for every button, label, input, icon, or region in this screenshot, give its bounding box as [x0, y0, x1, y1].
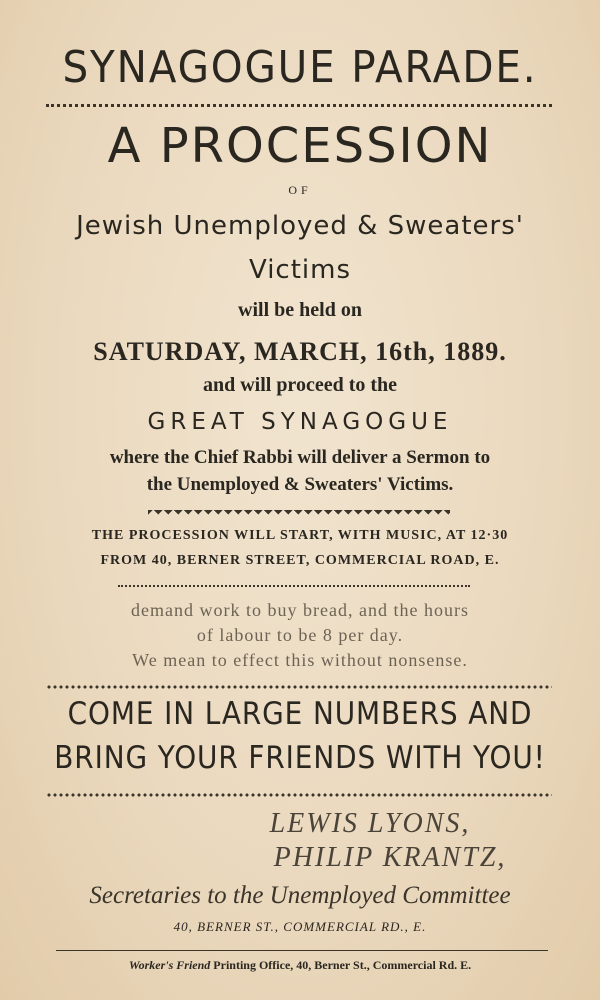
- who-text: Jewish Unemployed & Sweaters': [76, 211, 524, 241]
- destination-text: GREAT SYNAGOGUE: [147, 409, 453, 435]
- of-text: OF: [288, 183, 312, 197]
- come-line-1: COME IN LARGE NUMBERS AND: [67, 696, 533, 732]
- signer-krantz: PHILIP KRANTZ,: [273, 842, 507, 873]
- address-text: 40, BERNER ST., COMMERCIAL RD., E.: [173, 919, 427, 934]
- printer-rest: Printing Office, 40, Berner St., Commercial Rd. E.: [213, 958, 472, 972]
- start-line-1: THE PROCESSION WILL START, WITH MUSIC, AT 12·30: [91, 528, 509, 543]
- dotted-rule-top: [46, 104, 552, 107]
- demand-line-2: of labour to be 8 per day.: [196, 625, 404, 645]
- printer-italic: Worker's Friend: [128, 958, 211, 972]
- start-line-2: FROM 40, BERNER STREET, COMMERCIAL ROAD, E.: [100, 553, 500, 568]
- date-text: SATURDAY, MARCH, 16th, 1889.: [93, 337, 507, 366]
- beaded-rule-top: [46, 684, 552, 689]
- zigzag-rule: [148, 510, 450, 518]
- victims-text: Victims: [248, 255, 352, 285]
- bottom-rule: [56, 950, 548, 951]
- proceed-text: and will proceed to the: [202, 374, 398, 396]
- headline: SYNAGOGUE PARADE.: [62, 42, 538, 93]
- demand-line-1: demand work to buy bread, and the hours: [131, 600, 469, 620]
- beaded-rule-bottom: [46, 792, 552, 797]
- secretaries-text: Secretaries to the Unemployed Committee: [89, 882, 511, 909]
- held-on-text: will be held on: [238, 299, 362, 321]
- demand-line-3: We mean to effect this without nonsense.: [132, 650, 468, 670]
- signer-lyons: LEWIS LYONS,: [269, 808, 471, 839]
- dotted-rule-middle: [118, 585, 470, 587]
- procession-title: A PROCESSION: [107, 118, 493, 174]
- come-line-2: BRING YOUR FRIENDS WITH YOU!: [54, 740, 546, 776]
- sermon-line-1: where the Chief Rabbi will deliver a Sermon to: [109, 447, 491, 468]
- sermon-line-2: the Unemployed & Sweaters' Victims.: [146, 474, 454, 495]
- printer-line: [0, 958, 600, 973]
